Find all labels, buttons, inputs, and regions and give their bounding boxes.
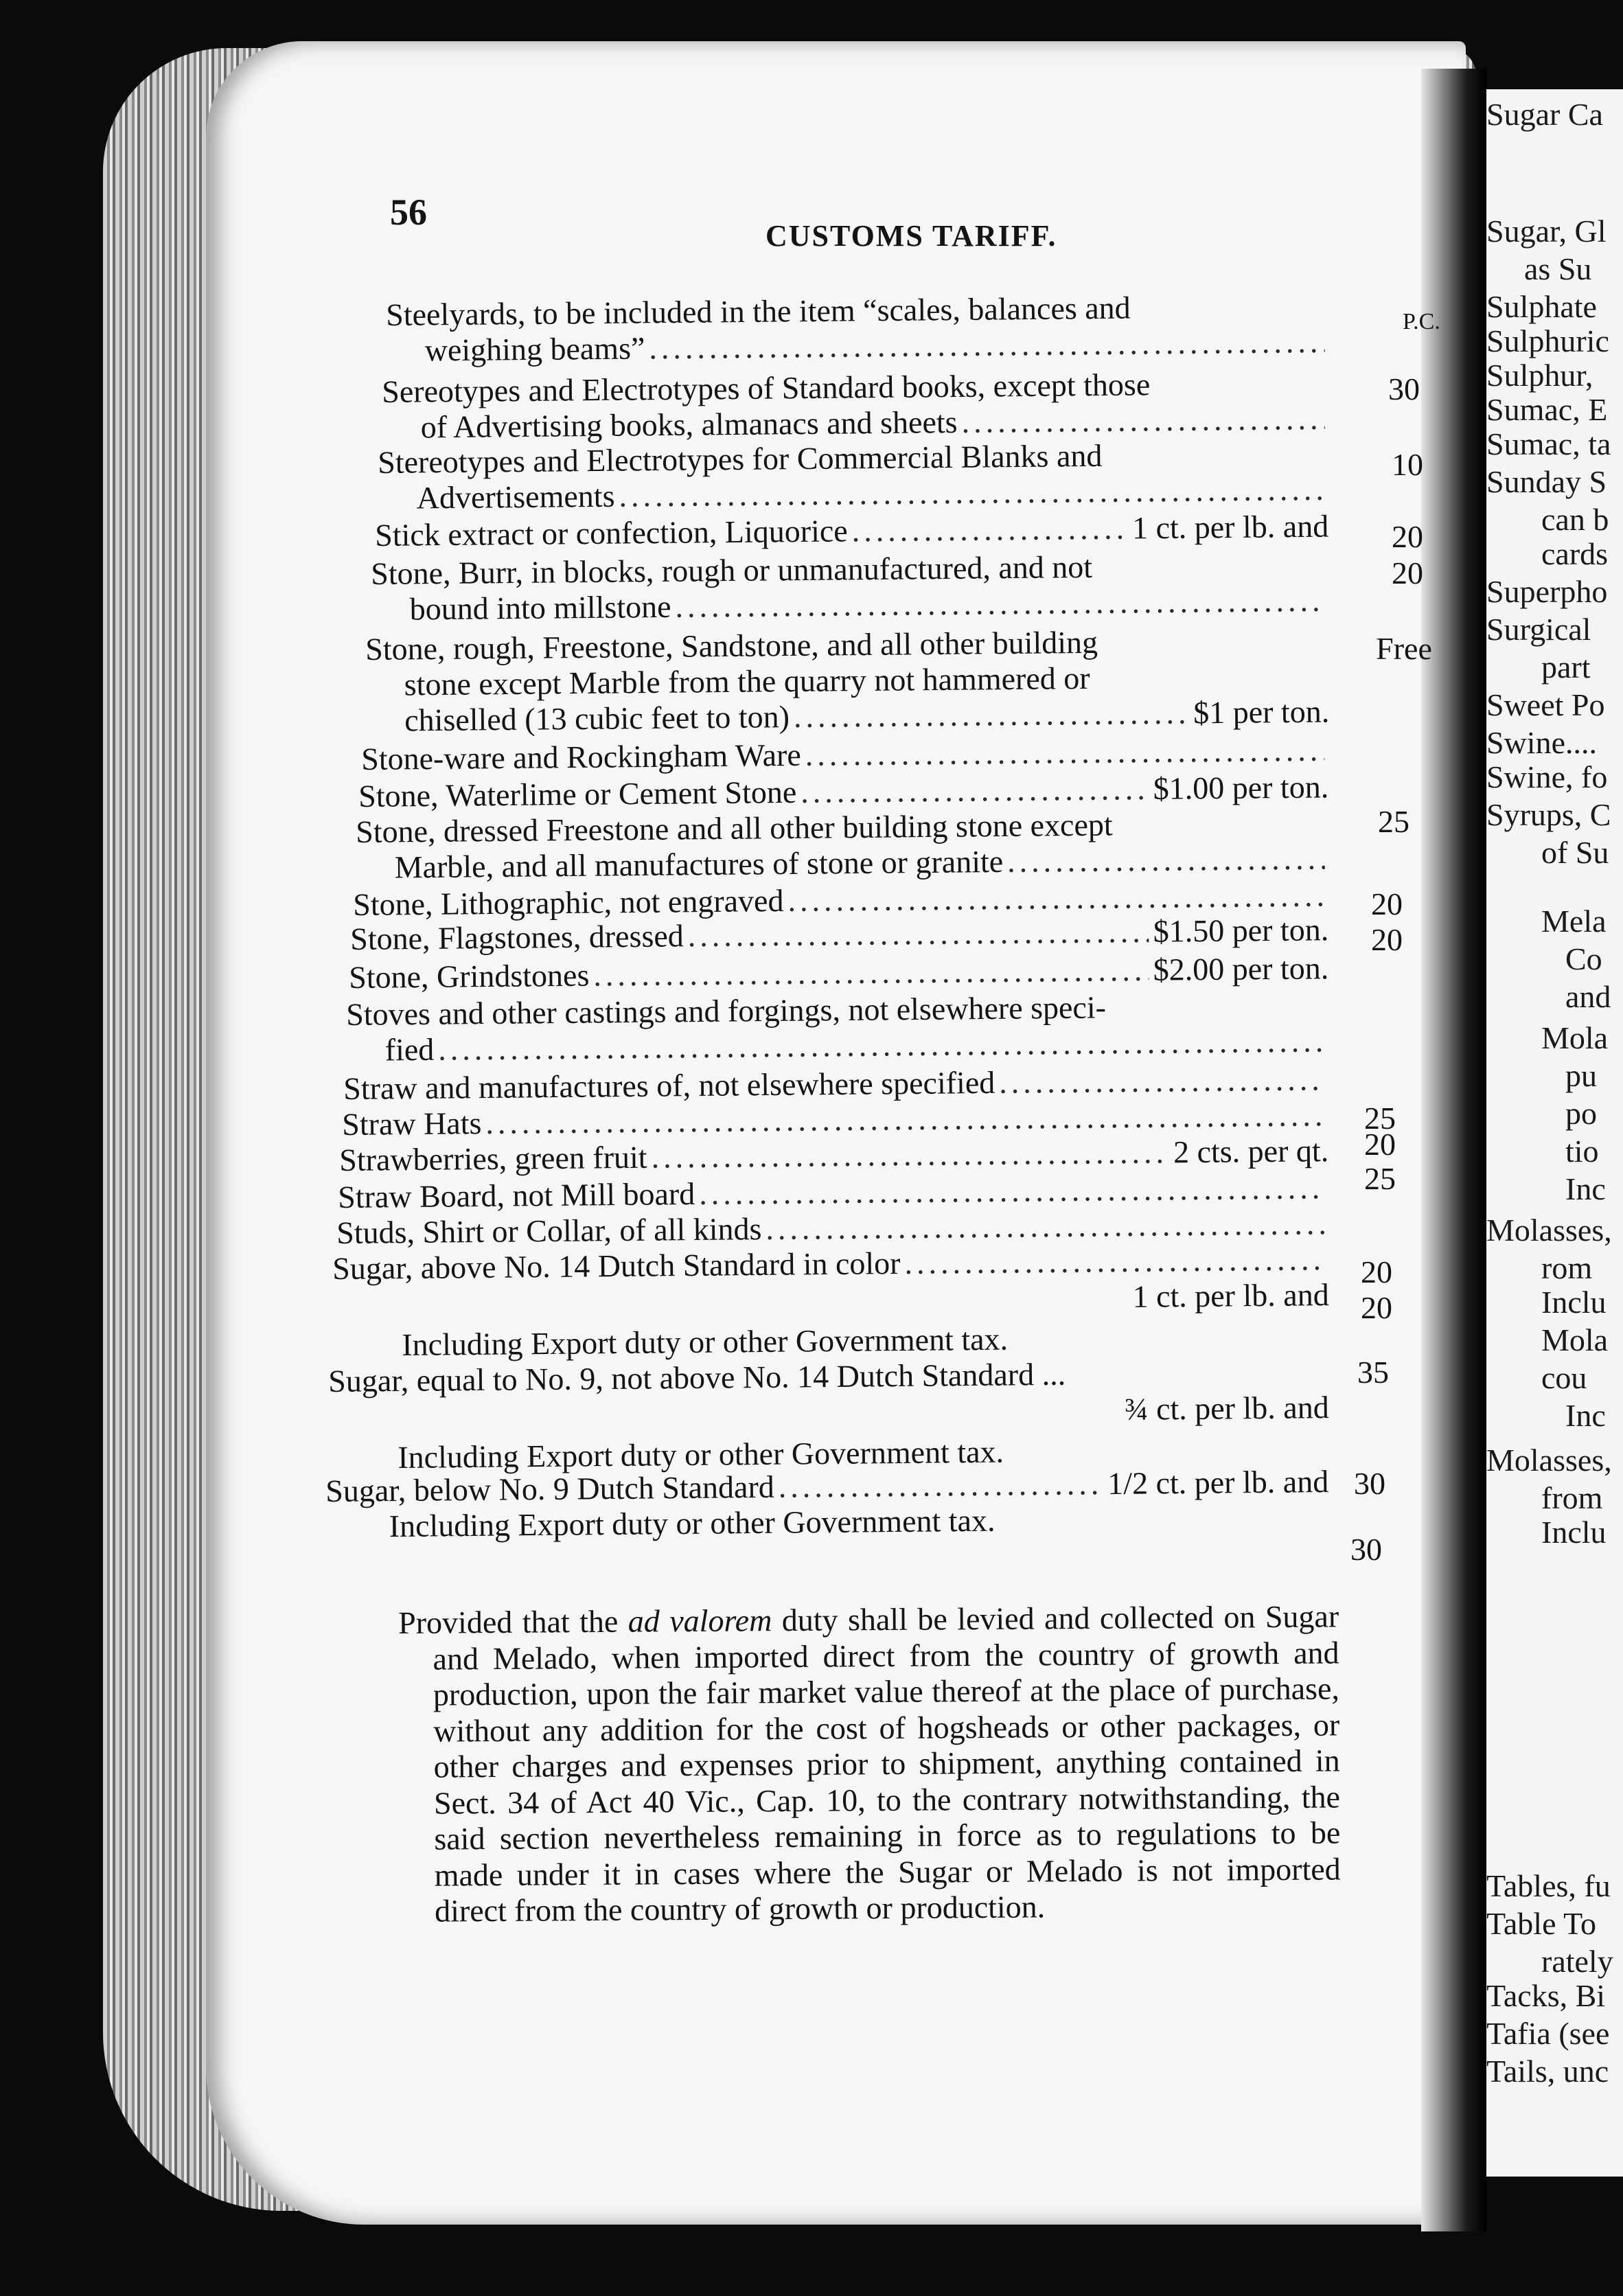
duty-percent: 30 — [1388, 371, 1420, 406]
right-page-line: Molasses, — [1486, 1443, 1612, 1478]
entry-text: Stone, Waterlime or Cement Stone — [358, 774, 797, 814]
right-page-line: Sugar Ca — [1486, 97, 1603, 132]
entry-text: Stoves and other castings and forgings, not elsewhere speci- — [346, 989, 1107, 1032]
right-page-line: can b — [1541, 502, 1609, 537]
right-page-line: Sugar, Gl — [1486, 214, 1607, 249]
duty-percent: 30 — [1350, 1532, 1382, 1567]
tariff-entry — [371, 547, 1329, 628]
specific-rate: $1 per ton. — [1193, 693, 1330, 731]
specific-rate: 2 cts. per qt. — [1173, 1133, 1329, 1170]
entry-text: Stone-ware and Rockingham Ware — [361, 737, 801, 777]
right-page-line: Molasses, — [1486, 1213, 1612, 1248]
right-page-line: Sweet Po — [1486, 687, 1605, 722]
duty-percent: 30 — [1354, 1466, 1385, 1501]
entry-text: Including Export duty or other Government tax. — [389, 1502, 995, 1544]
specific-rate: 1/2 ct. per lb. and — [1107, 1463, 1329, 1502]
dot-leader — [779, 1466, 1104, 1505]
dot-leader — [805, 733, 1325, 773]
duty-percent: 20 — [1371, 886, 1403, 921]
right-page-line: Tails, unc — [1486, 2054, 1609, 2089]
proviso-lead: Provided that the — [398, 1603, 619, 1640]
right-page-line: Superpho — [1486, 574, 1608, 609]
right-page-line: Co — [1565, 941, 1602, 976]
right-page-line: Sunday S — [1486, 464, 1607, 499]
tariff-entry — [386, 288, 1329, 369]
duty-percent: 20 — [1364, 1127, 1396, 1162]
right-page-line: Sulphate — [1486, 289, 1597, 324]
right-page-line: and — [1565, 979, 1611, 1014]
right-page-line: as Su — [1524, 251, 1592, 286]
entry-text: Sereotypes and Electrotypes of Standard books, except those — [382, 367, 1151, 409]
entry-text: Straw Board, not Mill board — [338, 1176, 695, 1215]
dot-leader — [649, 324, 1325, 366]
running-head: CUSTOMS TARIFF. — [766, 219, 1057, 253]
entry-text: Studs, Shirt or Collar, of all kinds — [336, 1211, 762, 1250]
entry-text: stone except Marble from the quarry not hammered or — [404, 660, 1090, 702]
right-page-line: Tafia (see — [1486, 2016, 1610, 2051]
dot-leader — [961, 401, 1325, 440]
entry-text: Advertisements — [416, 478, 615, 516]
proviso-italic: ad valorem — [628, 1603, 772, 1639]
entry-text: Stone, Lithographic, not engraved — [353, 882, 784, 922]
dot-leader — [675, 583, 1325, 625]
entry-text: Strawberries, green fruit — [339, 1139, 647, 1178]
right-page-line: rately — [1541, 1944, 1613, 1979]
entry-text: weighing beams” — [424, 330, 645, 368]
right-page-line: Sumac, E — [1486, 392, 1608, 427]
right-page-line: of Su — [1541, 835, 1609, 870]
right-page-line: Table To — [1486, 1906, 1597, 1941]
right-page-line: part — [1541, 650, 1591, 685]
duty-percent: 25 — [1364, 1161, 1396, 1196]
entry-text: Stone, Burr, in blocks, rough or unmanufactured, and not — [371, 549, 1093, 591]
right-page-line: from — [1541, 1480, 1603, 1515]
specific-rate: $1.00 per ton. — [1153, 769, 1329, 806]
duty-percent: 25 — [1364, 1101, 1396, 1136]
right-page-line: Inclu — [1541, 1515, 1607, 1550]
proviso-rest: duty shall be levied and collected on Sugar and Melado, when imported direct from the country of growth and production, upon the fair market value thereof at the place of purchase, without any addition for the cost of hogsheads or other packages, or other charges and expenses prior to shipment, anything contained in Sect. 34 of Act 40 Vic., Cap. 10, to the contrary notwithstanding, the said section nevertheless remaining in force as to regulations to be made under it in cases where the Sugar or Melado is not imported direct from the country of growth or production. — [433, 1598, 1341, 1929]
right-page-line: po — [1565, 1096, 1597, 1131]
page-number: 56 — [390, 192, 427, 233]
entry-text: Steelyards, to be included in the item “scales, balances and — [386, 290, 1131, 332]
dot-leader — [904, 1241, 1324, 1281]
right-page-line: Sulphuric — [1486, 323, 1609, 358]
duty-percent: 20 — [1371, 922, 1403, 957]
tariff-entry — [328, 1354, 1330, 1476]
tariff-entry — [346, 987, 1329, 1068]
specific-rate: $1.50 per ton. — [1153, 912, 1329, 949]
tariff-entry — [356, 805, 1329, 886]
right-page-line: Swine.... — [1486, 725, 1597, 760]
right-page-line: Syrups, C — [1486, 797, 1611, 832]
dot-leader — [801, 771, 1149, 810]
right-page-line: rom — [1541, 1250, 1593, 1285]
dot-leader — [851, 510, 1128, 549]
entry-text: Including Export duty or other Government tax. — [398, 1434, 1004, 1476]
entry-text: Stick extract or confection, Liquorice — [375, 513, 848, 553]
dot-leader — [1007, 840, 1325, 879]
duty-percent: 10 — [1392, 447, 1423, 482]
dot-leader — [999, 1061, 1324, 1101]
duty-percent: 20 — [1361, 1254, 1392, 1289]
tariff-entry — [325, 1464, 1329, 1545]
right-page-line: Mola — [1541, 1322, 1609, 1357]
dot-leader — [699, 1170, 1324, 1212]
duty-percent: 35 — [1357, 1355, 1389, 1390]
tariff-entry — [382, 365, 1329, 446]
entry-text: Including Export duty or other Government tax. — [402, 1321, 1009, 1363]
entry-text: chiselled (13 cubic feet to ton) — [404, 699, 790, 738]
specific-rate: 1 ct. per lb. and — [1131, 508, 1329, 546]
tariff-entry — [332, 1241, 1330, 1364]
entry-text: Stereotypes and Electrotypes for Commercial Blanks and — [378, 437, 1103, 480]
duty-percent: 25 — [1378, 804, 1409, 839]
duty-percent: 20 — [1361, 1290, 1392, 1325]
duty-percent: 20 — [1392, 519, 1423, 554]
entry-text: fied — [384, 1031, 435, 1068]
entry-text: bound into millstone — [409, 588, 671, 627]
entry-text: Sugar, below No. 9 Dutch Standard — [325, 1469, 775, 1508]
duty-percent: 20 — [1392, 555, 1423, 590]
right-page-line: Inc — [1565, 1398, 1606, 1433]
right-page-line: Mela — [1541, 904, 1607, 939]
entry-text: Stone, rough, Freestone, Sandstone, and all other building — [365, 624, 1098, 667]
duty-percent: Free — [1376, 631, 1432, 666]
entry-text: Straw Hats — [342, 1105, 482, 1142]
entry-text: Stone, dressed Freestone and all other building stone except — [356, 807, 1113, 849]
right-page-line: Sumac, ta — [1486, 426, 1611, 461]
column-head-pc: P.C. — [1403, 309, 1440, 334]
right-page-line: Swine, fo — [1486, 759, 1608, 794]
entry-text: Marble, and all manufactures of stone or granite — [394, 843, 1004, 885]
entry-text: ¾ ct. per lb. and — [1124, 1390, 1329, 1427]
dot-leader — [651, 1134, 1169, 1175]
right-page-line: pu — [1565, 1058, 1597, 1093]
right-page-line: Mola — [1541, 1020, 1609, 1055]
right-page-line: Surgical — [1486, 612, 1591, 647]
entry-text: Sugar, above No. 14 Dutch Standard in color — [332, 1245, 901, 1286]
entry-text: Stone, Grindstones — [349, 957, 590, 995]
right-page-fragment — [1486, 89, 1623, 2177]
entry-text: of Advertising books, almanacs and sheets — [420, 404, 958, 445]
sugar-proviso — [398, 1598, 1341, 1929]
dot-leader — [766, 1206, 1324, 1247]
right-page-line: Inclu — [1541, 1285, 1607, 1320]
right-page-line: cards — [1541, 536, 1609, 571]
entry-text: Straw and manufactures of, not elsewhere specified — [343, 1064, 995, 1106]
right-page-line: Tables, fu — [1486, 1868, 1611, 1903]
right-page-line: cou — [1541, 1360, 1587, 1395]
dot-leader — [687, 914, 1149, 954]
entry-text: Sugar, equal to No. 9, not above No. 14 Dutch Standard ... — [328, 1356, 1066, 1399]
dot-leader — [794, 695, 1190, 735]
dot-leader — [593, 952, 1149, 994]
right-page-line: Tacks, Bi — [1486, 1978, 1606, 2013]
entry-text: 1 ct. per lb. and — [1132, 1277, 1329, 1314]
tariff-entry — [365, 623, 1329, 739]
right-page-line: Inc — [1565, 1171, 1606, 1206]
dot-leader — [619, 472, 1325, 514]
right-page-line: tio — [1565, 1134, 1599, 1169]
tariff-entry — [378, 436, 1329, 516]
entry-text: Stone, Flagstones, dressed — [350, 918, 684, 956]
specific-rate: $2.00 per ton. — [1153, 950, 1329, 987]
right-page-line: Sulphur, — [1486, 358, 1593, 393]
